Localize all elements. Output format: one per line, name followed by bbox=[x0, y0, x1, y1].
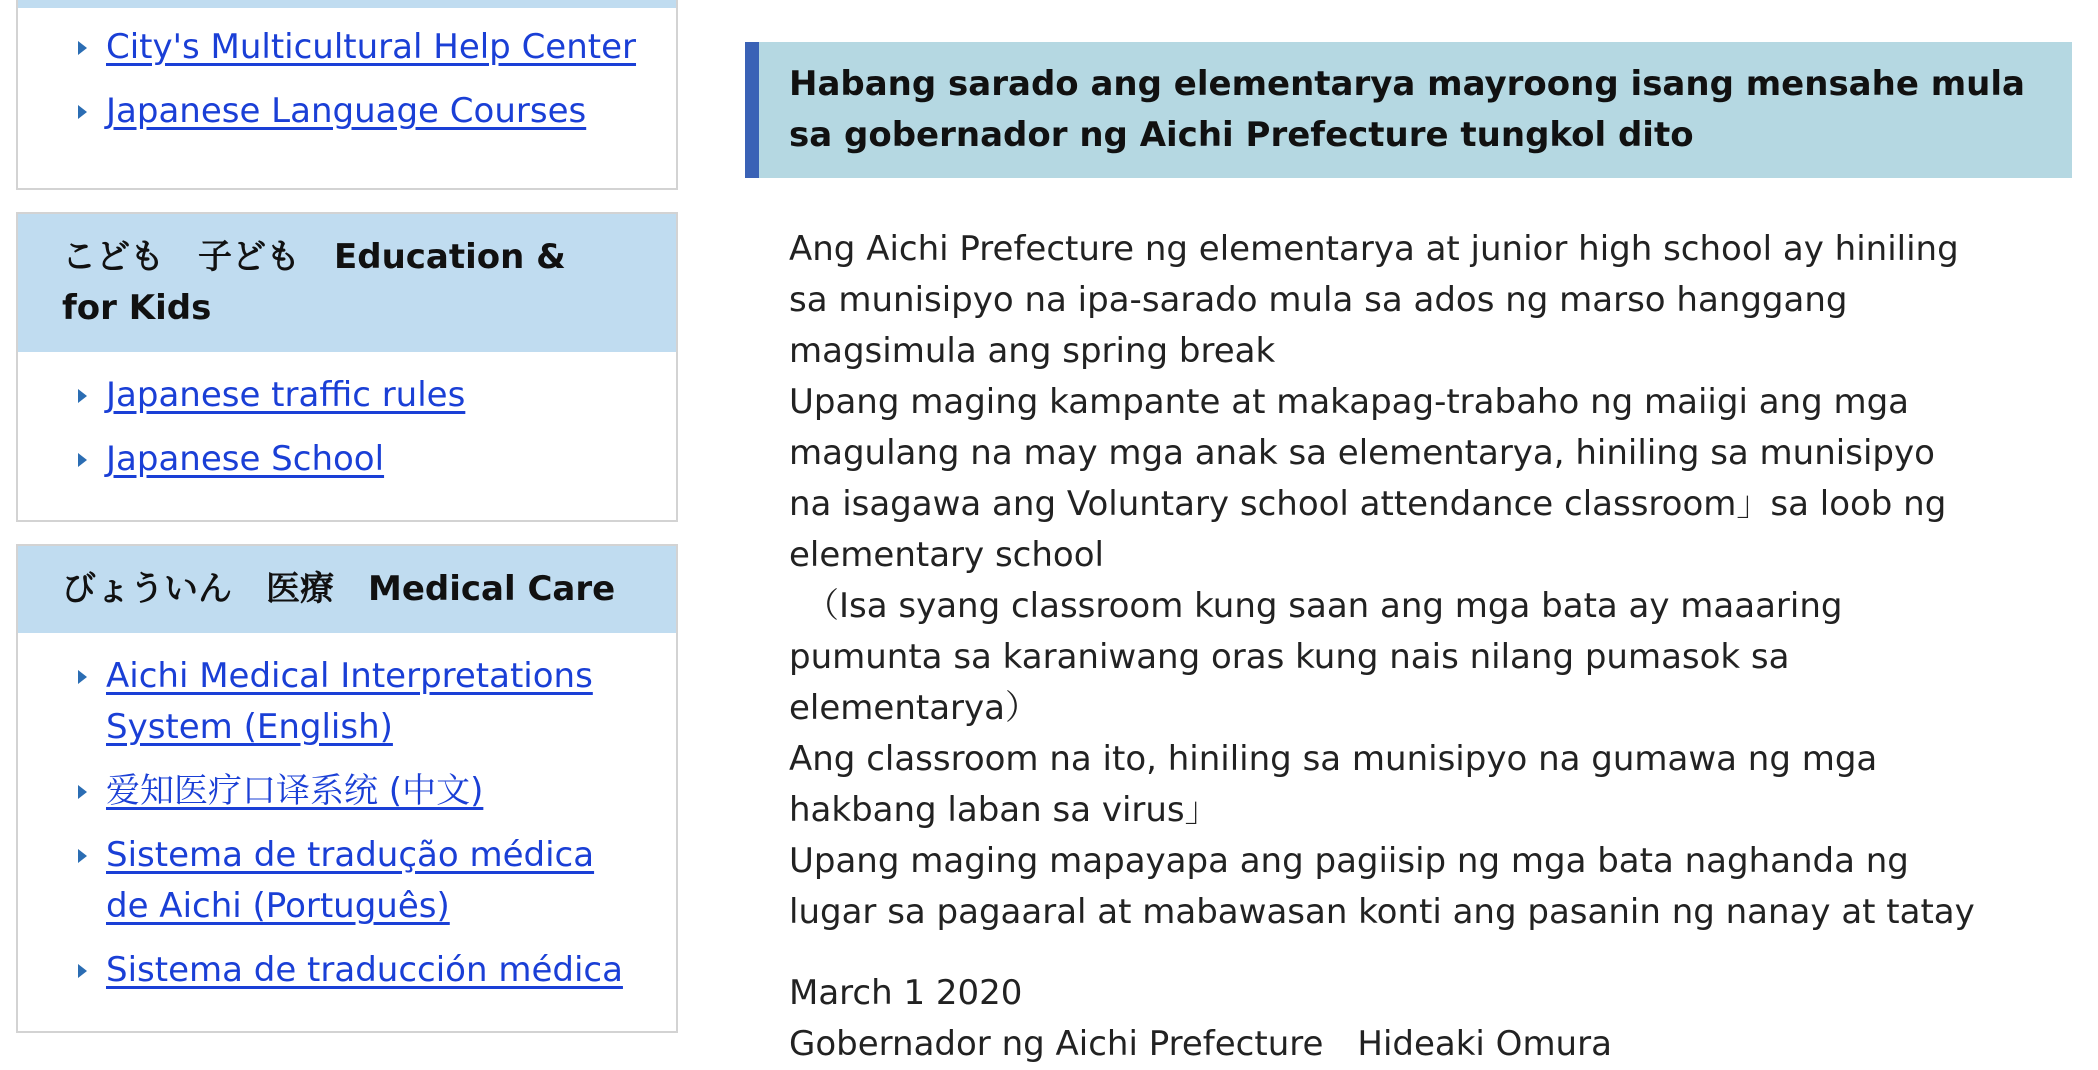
triangle-right-icon bbox=[78, 830, 92, 881]
link-japanese-traffic-rules[interactable]: Japanese traffic rules bbox=[106, 375, 466, 415]
link-medical-interpretation-spanish[interactable]: Sistema de traducción médica bbox=[106, 950, 623, 990]
link-multicultural-help-center[interactable]: City's Multicultural Help Center bbox=[106, 27, 637, 67]
article-body bbox=[745, 178, 2072, 1070]
article-heading: Habang sarado ang elementarya mayroong isang mensahe mula sa gobernador ng Aichi Prefecture tungkol dito bbox=[745, 42, 2072, 178]
list-item bbox=[62, 434, 636, 485]
article-signature: Gobernador ng Aichi Prefecture Hideaki Omura bbox=[789, 1024, 1612, 1064]
list-item bbox=[62, 370, 636, 421]
triangle-right-icon bbox=[78, 22, 92, 73]
sidebar-box-help bbox=[16, 0, 678, 190]
link-japanese-language-courses[interactable]: Japanese Language Courses bbox=[106, 91, 587, 131]
article-paragraph: Upang maging kampante at makapag-trabaho ng maiigi ang mga magulang na may mga anak sa elementarya, hiniling sa munisipyo na isagawa ang Voluntary school attendance classroom」sa loob ng elementary school bbox=[789, 382, 1947, 575]
link-medical-interpretation-english[interactable]: Aichi Medical Interpretations System (English) bbox=[106, 656, 593, 747]
triangle-right-icon bbox=[78, 766, 92, 817]
link-medical-interpretation-chinese[interactable]: 爱知医疗口译系统 (中文) bbox=[106, 771, 484, 811]
triangle-right-icon bbox=[78, 945, 92, 996]
article-paragraph: Ang Aichi Prefecture ng elementarya at junior high school ay hiniling sa munisipyo na ipa-sarado mula sa ados ng marso hanggang magsimula ang spring break bbox=[789, 229, 1959, 371]
sidebar bbox=[16, 0, 678, 1055]
article-date: March 1 2020 bbox=[789, 973, 1023, 1013]
link-list bbox=[18, 0, 676, 172]
list-item bbox=[62, 945, 636, 996]
list-item bbox=[62, 22, 636, 73]
signature-block bbox=[789, 968, 1982, 1070]
article-paragraph: Ang classroom na ito, hiniling sa munisipyo na gumawa ng mga hakbang laban sa virus」 bbox=[789, 739, 1878, 830]
link-japanese-school[interactable]: Japanese School bbox=[106, 439, 385, 479]
article-paragraph: Upang maging mapayapa ang pagiisip ng mga bata naghanda ng lugar sa pagaaral at mabawasan konti ang pasanin ng nanay at tatay bbox=[789, 841, 1975, 932]
triangle-right-icon bbox=[78, 370, 92, 421]
sidebar-heading-medical: びょういん 医療 Medical Care bbox=[18, 546, 676, 633]
list-item bbox=[62, 86, 636, 137]
article bbox=[745, 42, 2072, 1070]
triangle-right-icon bbox=[78, 651, 92, 702]
link-list bbox=[18, 633, 676, 1031]
triangle-right-icon bbox=[78, 434, 92, 485]
list-item bbox=[62, 766, 636, 817]
list-item bbox=[62, 651, 636, 753]
sidebar-box-medical bbox=[16, 544, 678, 1033]
link-medical-interpretation-portuguese[interactable]: Sistema de tradução médica de Aichi (Português) bbox=[106, 835, 595, 926]
article-paragraph: （Isa syang classroom kung saan ang mga bata ay maaaring pumunta sa karaniwang oras kung nais nilang pumasok sa elementarya） bbox=[789, 586, 1843, 728]
sidebar-box-education bbox=[16, 212, 678, 522]
list-item bbox=[62, 830, 636, 932]
link-list bbox=[18, 352, 676, 520]
sidebar-heading-education: こども 子ども Education & for Kids bbox=[18, 214, 676, 352]
triangle-right-icon bbox=[78, 86, 92, 137]
